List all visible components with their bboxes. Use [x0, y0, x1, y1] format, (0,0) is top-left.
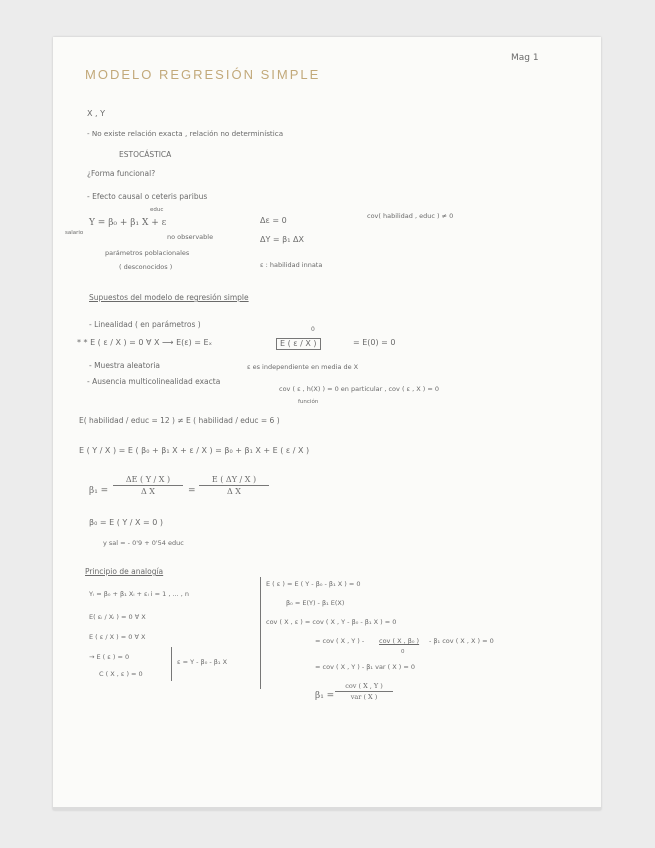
delta-y: ΔY = β₁ ΔX [260, 235, 304, 244]
analogia-line: → E ( ε ) = 0 [89, 653, 130, 661]
page-title: MODELO REGRESIÓN SIMPLE [85, 67, 321, 82]
model-equation: Y = β₀ + β₁ X + ε [89, 218, 167, 228]
mean-independence: * * E ( ε / X ) = 0 ∀ X ⟶ E(ε) = Eₓ [77, 338, 213, 347]
salary-example: y sal = - 0'9 + 0'54 educ [103, 539, 184, 547]
habilidad-comparison: E( habilidad / educ = 12 ) ≠ E ( habilidad / educ = 6 ) [79, 416, 280, 425]
divider [171, 647, 172, 681]
derivation-line: β₀ = E(Y) - β₁ E(X) [286, 599, 345, 607]
mean-result: = E(0) = 0 [353, 338, 396, 347]
funcion-label: función [298, 399, 319, 405]
intro-line: - No existe relación exacta , relación no determinística [87, 129, 284, 138]
derivation-line: = cov ( X , Y ) - β₁ var ( X ) = 0 [315, 663, 416, 671]
fraction [335, 682, 393, 701]
supuesto-linealidad: - Linealidad ( en parámetros ) [89, 320, 201, 329]
supuesto-muestra: - Muestra aleatoria [89, 361, 161, 370]
cov-habilidad: cov( habilidad , educ ) ≠ 0 [367, 212, 454, 220]
epsilon-definition: ε = Y - β₀ - β₁ X [177, 658, 228, 666]
desconocidos-label: ( desconocidos ) [119, 263, 173, 271]
derivation-line: - β₁ cov ( X , X ) = 0 [429, 637, 494, 645]
fraction-numerator: cov ( X , Y ) [345, 682, 383, 690]
educ-label: educ [150, 207, 164, 213]
cov-constant: cov ( X , β₀ ) [379, 637, 420, 645]
section-heading: Principio de analogía [85, 567, 164, 576]
fraction-denominator: Δ X [226, 487, 241, 496]
analogia-line: Yᵢ = β₀ + β₁ Xᵢ + εᵢ i = 1 , ... , n [89, 590, 190, 598]
analogia-line: E ( ε / X ) = 0 ∀ X [89, 633, 146, 641]
fraction [113, 475, 183, 496]
fraction [199, 475, 269, 496]
fraction-numerator: E ( ΔY / X ) [211, 475, 257, 484]
habilidad-label: ε : habilidad innata [260, 261, 323, 269]
fraction-denominator: Δ X [140, 487, 155, 496]
parametros-label: parámetros poblacionales [105, 249, 190, 257]
conditional-expectation: E ( Y / X ) = E ( β₀ + β₁ X + ε / X ) = β₀ + β₁ X + E ( ε / X ) [79, 446, 310, 455]
derivation-line: E ( ε ) = E ( Y - β₀ - β₁ X ) = 0 [266, 580, 361, 588]
page-tag: Mag 1 [511, 53, 539, 63]
mean-bracket: E ( ε / X ) [276, 338, 321, 350]
zero-mark: 0 [401, 649, 405, 655]
delta-epsilon: Δε = 0 [260, 216, 287, 225]
zero-mark: 0 [311, 326, 315, 333]
beta1-lhs: β₁ = [89, 486, 109, 496]
beta0-definition: β₀ = E ( Y / X = 0 ) [89, 518, 164, 527]
independencia-note: ε es independiente en media de X [247, 363, 359, 371]
section-heading: Supuestos del modelo de regresión simple [89, 293, 249, 302]
analogia-line: C ( X , ε ) = 0 [99, 670, 143, 678]
cov-line: cov ( ε , h(X) ) = 0 en particular , cov ( ε , X ) = 0 [279, 385, 440, 393]
fraction-denominator: var ( X ) [350, 693, 378, 701]
fraction-numerator: ΔE ( Y / X ) [125, 475, 171, 484]
analogia-line: E( εᵢ / Xᵢ ) = 0 ∀ X [89, 613, 146, 621]
estocastica-label: ESTOCÁSTICA [119, 150, 172, 159]
supuesto-ausencia: - Ausencia multicolinealidad exacta [87, 377, 221, 386]
derivation-line: cov ( X , ε ) = cov ( X , Y - β₀ - β₁ X ) = 0 [266, 618, 397, 626]
variables: X , Y [87, 109, 105, 118]
intro-line: - Efecto causal o ceteris paribus [87, 192, 208, 201]
derivation-line: = cov ( X , Y ) - [315, 637, 365, 645]
divider [260, 577, 261, 689]
equals-sign: = [188, 486, 196, 496]
notebook-page [53, 37, 601, 810]
beta1-lhs: β₁ = [315, 691, 335, 701]
no-observable-label: no observable [167, 233, 214, 241]
question-line: ¿Forma funcional? [87, 169, 156, 178]
salario-label: salario [65, 230, 84, 236]
